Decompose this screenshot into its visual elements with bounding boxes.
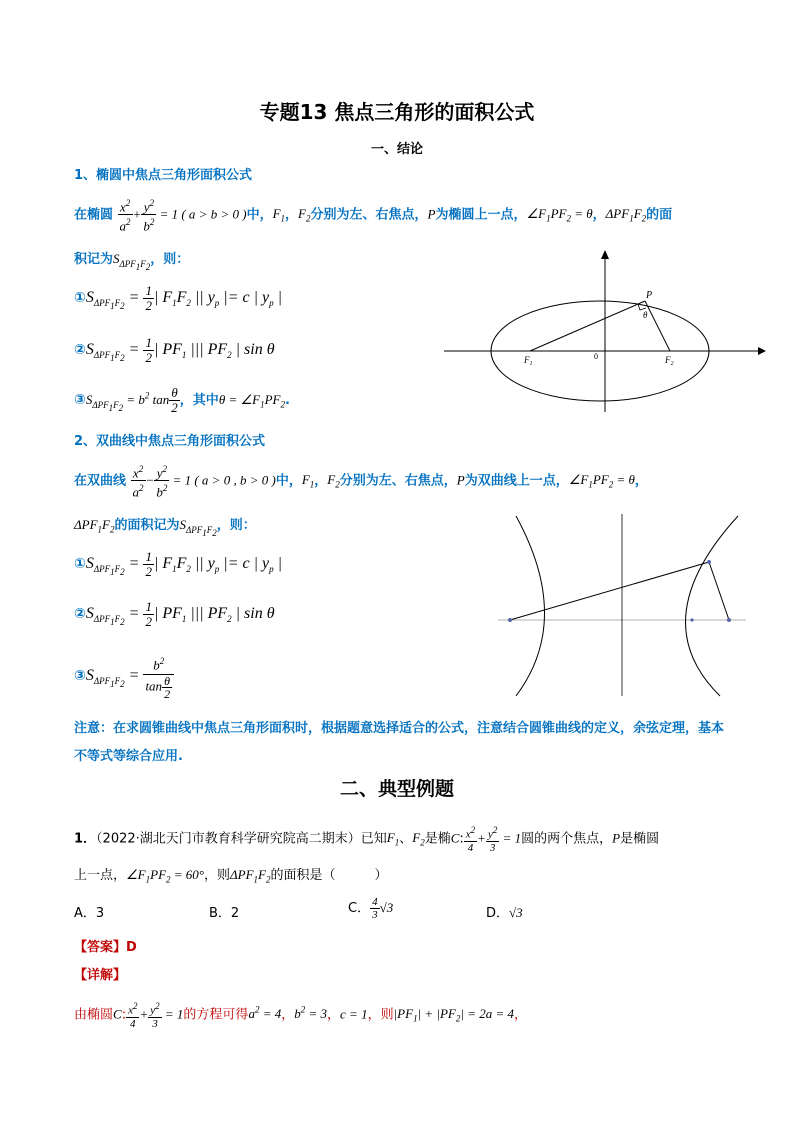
x-axis-arrow-icon bbox=[758, 347, 766, 355]
solution-line: 由椭圆C: $\frac{x^2}{4}$ + $\frac{y^2}{3}$ = 1的方程可得$a^2 = 4$，$b^2 = 3$，c = 1，则$|PF_1| + |PF_2| = 2a = 4$， bbox=[74, 1001, 528, 1030]
option-d[interactable]: D．√3 bbox=[486, 905, 523, 921]
option-c[interactable]: C． $\frac{4}{3}$ √3 bbox=[348, 896, 394, 921]
page-title: 专题13 焦点三角形的面积公式 bbox=[259, 100, 535, 124]
hyperbola-heading: 2、双曲线中焦点三角形面积公式 bbox=[74, 434, 266, 449]
example1-stem: 1．（2022·湖北天门市教育科学研究院高二期末）已知$F_1$、$F_2$是椭C: $\frac{x^2}{4}$ + $\frac{y^2}{3}$ = 1圆的两个焦点，P是椭圆 bbox=[74, 825, 660, 854]
label-origin: 0 bbox=[594, 352, 598, 361]
hyperbola-formula-3: $③S_{\Delta PF_1F_2}$ = $b^2$ tan $\frac{\theta}{2}$ bbox=[74, 652, 174, 700]
hyperbola-diagram bbox=[498, 512, 746, 698]
hyperbola-intro: 在双曲线 $\frac{x^2}{a^2}$ − $\frac{y^2}{b^2}$ = 1 ( a > 0 , b > 0 )中，$F_1$，$F_2$分别为左、右焦点，P为双曲线上一点，$\angle F_1PF_2 = \theta$， bbox=[74, 464, 648, 500]
point-f1 bbox=[508, 618, 512, 622]
vertex-right bbox=[690, 618, 693, 621]
segment-pf1 bbox=[530, 301, 645, 351]
label-theta: θ bbox=[643, 310, 648, 320]
section-heading-examples: 二、典型例题 bbox=[339, 778, 454, 800]
y-axis-arrow-icon bbox=[601, 250, 609, 259]
label-p: P bbox=[646, 290, 653, 301]
ellipse-heading: 1、椭圆中焦点三角形面积公式 bbox=[74, 168, 253, 183]
right-branch bbox=[686, 516, 738, 696]
segment-pf2 bbox=[709, 562, 729, 620]
ellipse-diagram bbox=[440, 246, 770, 416]
hyperbola-intro-line2: $\Delta PF_1F_2$的面积记为$S_{\Delta PF_1F_2}$，则： bbox=[74, 517, 256, 538]
hyperbola-formula-2: $②S_{\Delta PF_1F_2}$ = $\frac{1}{2}$ | $PF_1$ ||| $PF_2$ | sin θ bbox=[74, 599, 275, 629]
point-p bbox=[707, 560, 711, 564]
segment-pf1 bbox=[510, 562, 709, 620]
example1-stem-line2: 上一点，$\angle F_1PF_2 = 60^\circ$，则$\Delta PF_1F_2$的面积是（ ） bbox=[74, 867, 388, 885]
detail-label: 【详解】 bbox=[74, 968, 127, 983]
ellipse-formula-3: $③S_{\Delta PF_1F_2} = b^2$ tan $\frac{\theta}{2}$ ，其中$\theta = \angle F_1PF_2$. bbox=[74, 385, 290, 415]
section-heading-conclusion: 一、结论 bbox=[370, 142, 423, 157]
hyperbola-formula-1: $①S_{\Delta PF_1F_2}$ = $\frac{1}{2}$ | $F_1F_2$ || $y_p$ |= c | $y_p$ | bbox=[74, 549, 282, 579]
ellipse-formula-1: $①S_{\Delta PF_1F_2}$ = $\frac{1}{2}$ | $F_1F_2$ || $y_p$ |= c | $y_p$ | bbox=[74, 283, 282, 313]
answer-label: 【答案】D bbox=[74, 940, 137, 955]
label-f1: $F_1$ bbox=[524, 355, 533, 367]
ellipse-intro-line2: 积记为$S_{\Delta PF_1F_2}$，则： bbox=[74, 251, 190, 272]
note-paragraph: 注意：在求圆锥曲线中焦点三角形面积时，根据题意选择适合的公式，注意结合圆锥曲线的定义，余弦定理，基本不等式等综合应用. bbox=[74, 721, 725, 764]
option-a[interactable]: A．3 bbox=[74, 906, 105, 921]
point-f2 bbox=[727, 618, 731, 622]
label-f2: $F_2$ bbox=[665, 355, 674, 367]
left-branch bbox=[516, 516, 545, 696]
ellipse-formula-2: $②S_{\Delta PF_1F_2}$ = $\frac{1}{2}$ | $PF_1$ ||| $PF_2$ | sin θ bbox=[74, 335, 275, 365]
ellipse-intro: 在椭圆 $\frac{x^2}{a^2}$ + $\frac{y^2}{b^2}$ = 1 ( a > b > 0 )中，$F_1$，$F_2$分别为左、右焦点，P为椭圆上一点，$\angle F_1PF_2 = \theta$，$\Delta PF_1F_2$的面 bbox=[74, 198, 673, 234]
option-b[interactable]: B．2 bbox=[209, 906, 240, 921]
